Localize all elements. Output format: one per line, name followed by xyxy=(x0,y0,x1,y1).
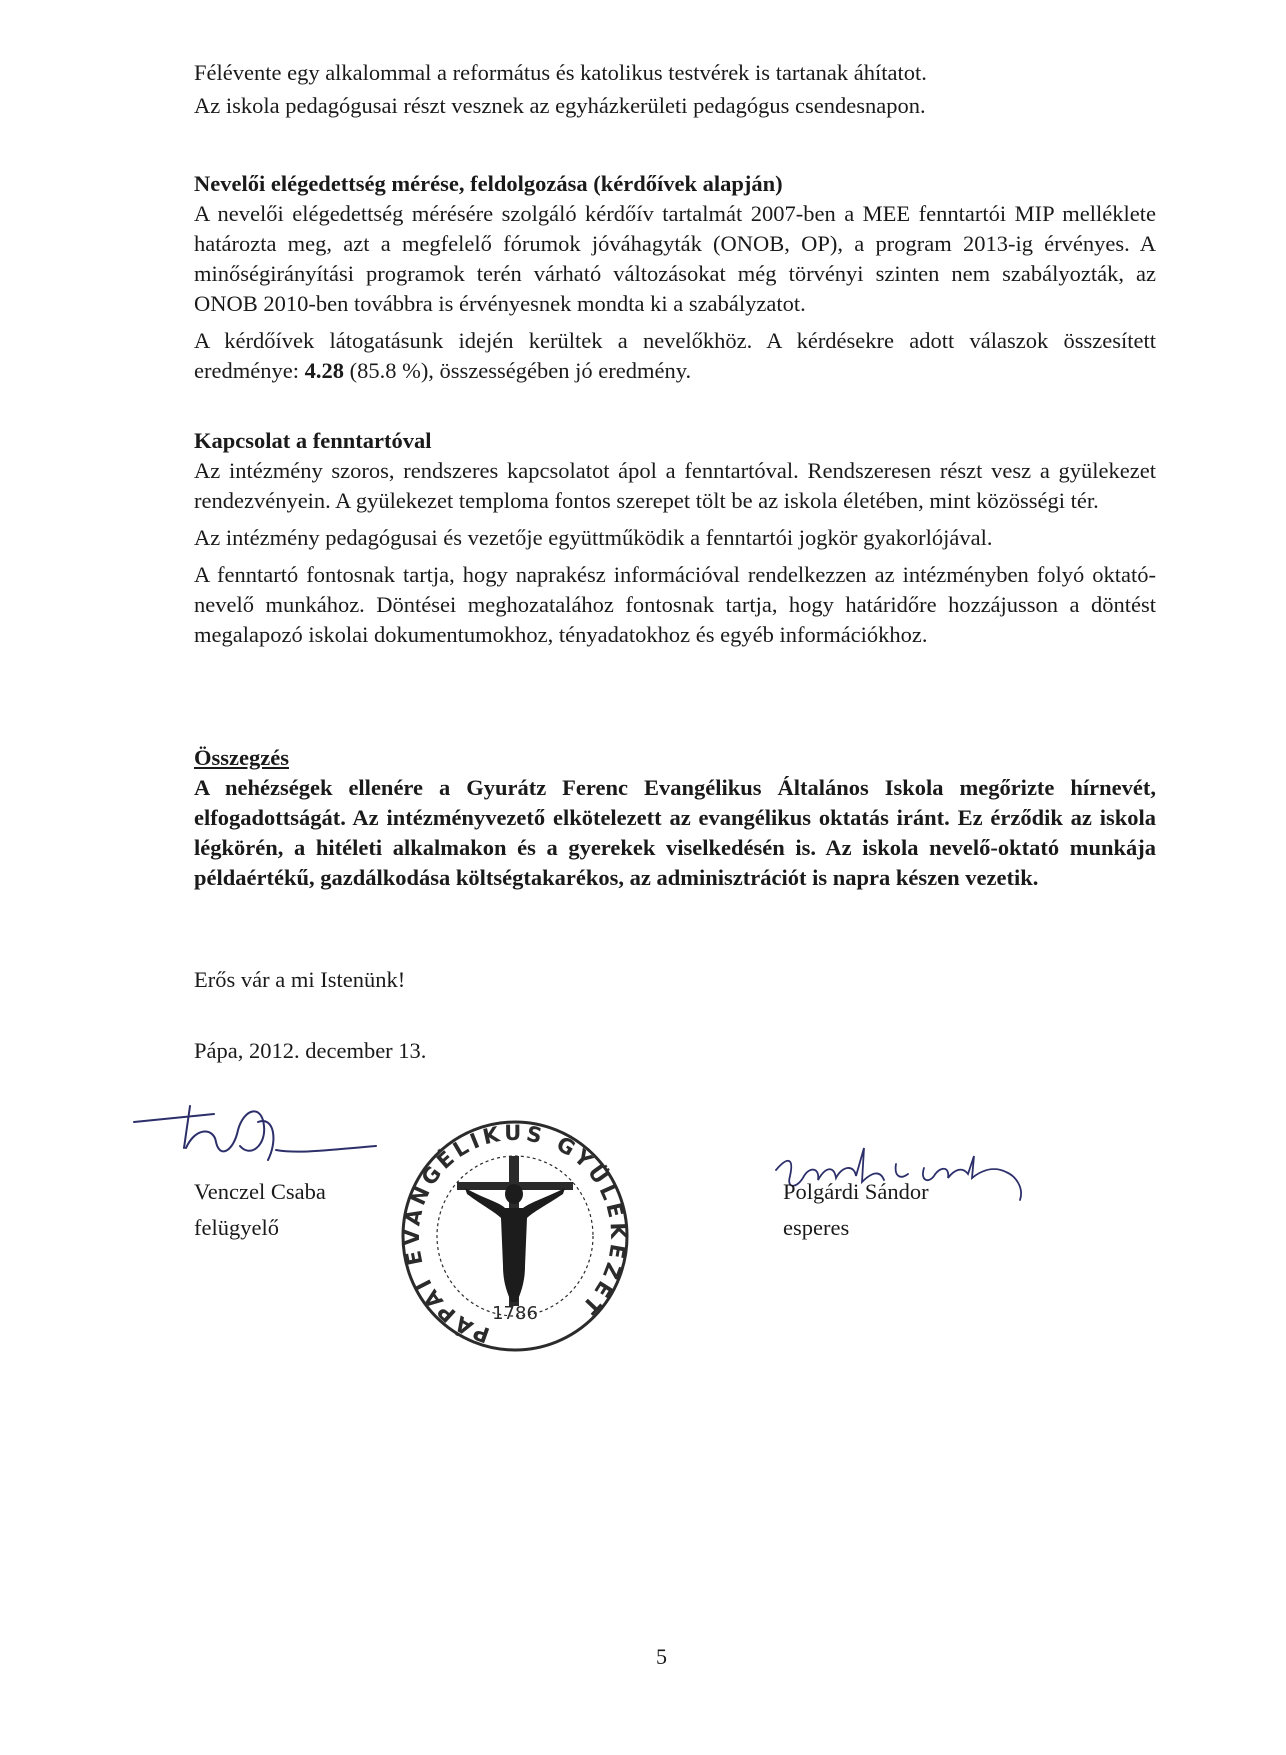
maintainer-heading: Kapcsolat a fenntartóval xyxy=(194,428,432,453)
page-number: 5 xyxy=(656,1644,667,1669)
maintainer-paragraph-1: Az intézmény szoros, rendszeres kapcsolatot ápol a fenntartóval. Rendszeresen részt vesz a gyülekezet rendezvényein. A gyülekezet temploma fontos szerepet tölt be az iskola életében, mint közösségi tér. xyxy=(194,458,1156,513)
right-signatory xyxy=(783,1174,929,1246)
place-date: Pápa, 2012. december 13. xyxy=(194,1038,427,1063)
summary-text: A nehézségek ellenére a Gyurátz Ferenc Evangélikus Általános Iskola megőrizte hírnevét, elfogadottságát. Az intézményvezető elkötelezett az evangélikus oktatás iránt. Ez érződik az iskola légkörén, a hitéleti alkalmakon és a gyerekek viselkedésén is. Az iskola nevelő-oktató munkája példaértékű, gazdálkodása költségtakarékos, az adminisztrációt is napra készen vezetik. xyxy=(194,775,1156,890)
left-signatory-name: Venczel Csaba xyxy=(194,1179,326,1204)
maintainer-paragraph-2: Az intézmény pedagógusai és vezetője együttműködik a fenntartói jogkör gyakorlójával. xyxy=(194,525,993,550)
left-signatory xyxy=(194,1174,326,1246)
right-signatory-title: esperes xyxy=(783,1215,850,1240)
left-signatory-title: felügyelő xyxy=(194,1215,279,1240)
satisfaction-paragraph-2 xyxy=(194,326,1156,386)
right-signatory-name: Polgárdi Sándor xyxy=(783,1179,929,1204)
summary-section xyxy=(194,743,1156,893)
intro-line-2: Az iskola pedagógusai részt vesznek az egyházkerületi pedagógus csendesnapon. xyxy=(194,93,926,118)
church-seal-stamp xyxy=(395,1116,635,1356)
crucifix-icon xyxy=(457,1156,573,1306)
satisfaction-paragraph-2-tail: (85.8 %), összességében jó eredmény. xyxy=(343,358,692,383)
summary-heading: Összegzés xyxy=(194,745,289,770)
satisfaction-section xyxy=(194,169,1156,386)
satisfaction-score: 4.28 xyxy=(304,358,344,383)
intro-line-1: Félévente egy alkalommal a református és katolikus testvérek is tartanak áhítatot. xyxy=(194,60,927,85)
intro-section xyxy=(194,58,1156,121)
left-signature xyxy=(128,1088,388,1188)
satisfaction-paragraph-2-lead: A kérdőívek látogatásunk idején kerültek a nevelőkhöz. A kérdésekre adott válaszok összesített eredménye: xyxy=(194,328,1156,383)
stamp-year: 1786 xyxy=(492,1303,538,1324)
satisfaction-paragraph-1: A nevelői elégedettség mérésére szolgáló kérdőív tartalmát 2007-ben a MEE fenntartói MIP melléklete határozta meg, azt a megfelelő fórumok jóváhagyták (ONOB, OP), a program 2013-ig érvényes. A minőségirányítási programok terén várható változásokat még törvényi szinten nem szabályozták, az ONOB 2010-ben továbbra is érvényesnek mondta ki a szabályzatot. xyxy=(194,201,1156,316)
closing-line: Erős vár a mi Istenünk! xyxy=(194,967,406,992)
stamp-ring-text: PÁPAI EVANGÉLIKUS GYÜLEKEZET xyxy=(400,1120,631,1348)
maintainer-section xyxy=(194,426,1156,650)
satisfaction-heading: Nevelői elégedettség mérése, feldolgozása (kérdőívek alapján) xyxy=(194,171,783,196)
maintainer-paragraph-3: A fenntartó fontosnak tartja, hogy naprakész információval rendelkezzen az intézményben folyó oktató-nevelő munkához. Döntései meghozatalához fontosnak tartja, hogy határidőre hozzájusson a döntést megalapozó iskolai dokumentumokhoz, tényadatokhoz és egyéb információkhoz. xyxy=(194,562,1156,647)
